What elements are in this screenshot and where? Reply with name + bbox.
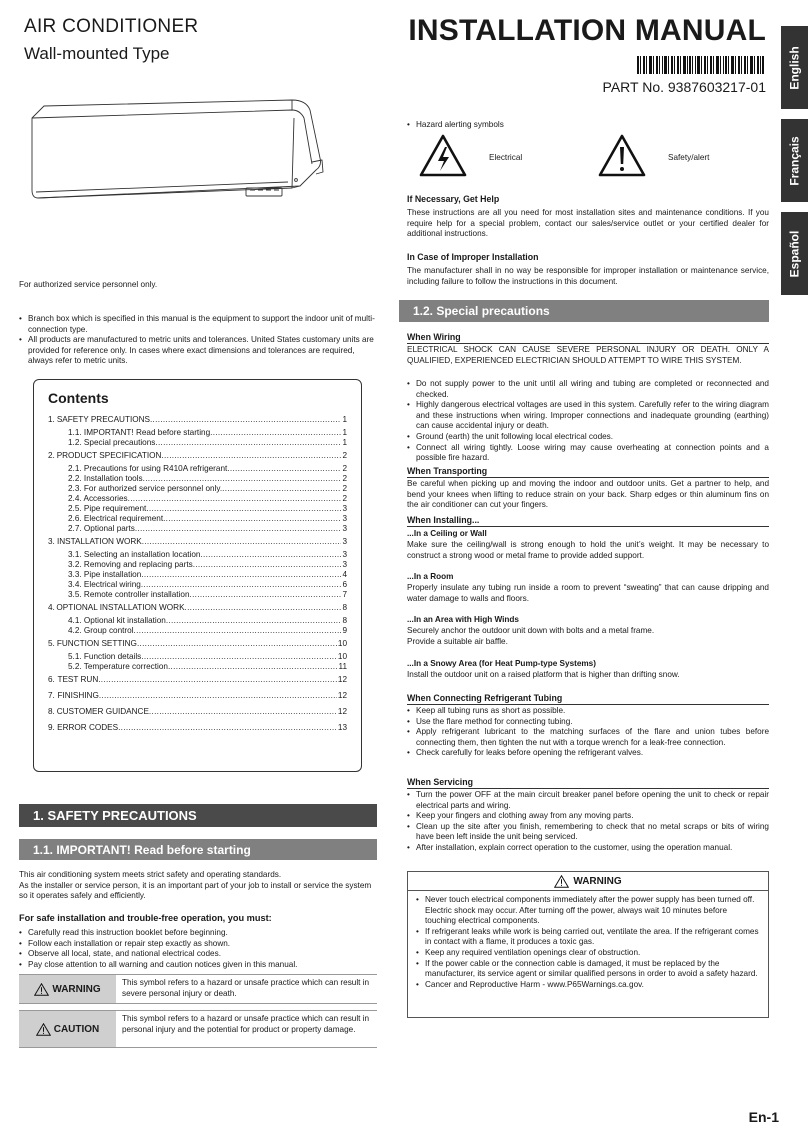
intro-paragraph: This air conditioning system meets strict safety and operating standards. As the installer or service person, it is an important part of your job to install or service the system so it operates safely and efficiently. xyxy=(19,870,372,901)
page-number: En-1 xyxy=(748,1109,779,1125)
list-item: • Carefully read this instruction booklet before beginning. xyxy=(19,928,377,939)
transporting-text: Be careful when picking up and moving the indoor and outdoor units. Get a partner to help, and bend your knees when lifting to reduce strain on your back. Sharp edges or thin aluminum fins on the air conditioner can cut your fingers. xyxy=(407,479,769,510)
winds-heading: ...In an Area with High Winds xyxy=(407,615,519,624)
lang-tab-english[interactable]: English xyxy=(781,26,808,109)
list-item: • Observe all local, state, and national electrical codes. xyxy=(19,949,377,960)
list-item: • Branch box which is specified in this manual is the equipment to support the indoor unit of multi-connection type. xyxy=(19,314,377,335)
wiring-warning-text: ELECTRICAL SHOCK CAN CAUSE SEVERE PERSONAL INJURY OR DEATH. ONLY A QUALIFIED, EXPERIENCED ELECTRICIAN SHOULD ATTEMPT TO WIRE THIS SYSTEM. xyxy=(407,345,769,365)
tubing-heading: When Connecting Refrigerant Tubing xyxy=(407,693,769,705)
caution-label: CAUTION xyxy=(53,1023,100,1035)
room-text: Properly insulate any tubing run inside a room to prevent “sweating” that can cause dripping and water damage to walls and floors. xyxy=(407,583,769,603)
toc-entry[interactable]: 2.6. Electrical requirement ..... 3 xyxy=(48,514,347,524)
safety-alert-icon xyxy=(597,133,647,178)
toc-entry[interactable]: 7. FINISHING ..... 12 xyxy=(48,691,347,701)
toc-entry[interactable]: 4. OPTIONAL INSTALLATION WORK ..... 8 xyxy=(48,603,347,613)
list-item: • Turn the power OFF at the main circuit breaker panel before opening the unit to check or repair electrical parts and wiring. xyxy=(407,790,769,811)
caution-triangle-icon xyxy=(36,1023,51,1036)
warning-triangle-icon xyxy=(554,875,569,888)
list-item: • Use the flare method for connecting tubing. xyxy=(407,717,769,728)
toc-entry[interactable]: 2.5. Pipe requirement ..... 3 xyxy=(48,504,347,514)
ceiling-heading: ...In a Ceiling or Wall xyxy=(407,529,487,538)
table-of-contents xyxy=(33,379,362,772)
warning-box xyxy=(407,871,769,1018)
contents-title: Contents xyxy=(48,390,109,406)
list-item: • Never touch electrical components immediately after the power supply has been turned off. Electric shock may occur. After turning off the power, always wait 10 minutes before touching electrical components. xyxy=(416,895,760,927)
subsection-heading: 1.1. IMPORTANT! Read before starting xyxy=(19,839,377,860)
list-item: • Cancer and Reproductive Harm - www.P65Warnings.ca.gov. xyxy=(416,980,760,991)
list-item: • Follow each installation or repair step exactly as shown. xyxy=(19,939,377,950)
electrical-label: Electrical xyxy=(489,153,523,162)
toc-entry[interactable]: 1.1. IMPORTANT! Read before starting ..... 1 xyxy=(48,428,347,438)
toc-entry[interactable]: 4.2. Group control ..... 9 xyxy=(48,626,347,636)
lang-tab-espanol[interactable]: Español xyxy=(781,212,808,295)
toc-entry[interactable]: 2.1. Precautions for using R410A refrigerant ..... 2 xyxy=(48,464,347,474)
safety-alert-label: Safety/alert xyxy=(668,153,710,162)
toc-entry[interactable]: 3.2. Removing and replacing parts ..... 3 xyxy=(48,560,347,570)
servicing-heading: When Servicing xyxy=(407,777,769,789)
toc-entry[interactable]: 6. TEST RUN ..... 12 xyxy=(48,675,347,685)
list-item: • Check carefully for leaks before opening the refrigerant valves. xyxy=(407,748,769,759)
toc-entry[interactable]: 2.4. Accessories ..... 2 xyxy=(48,494,347,504)
toc-entry[interactable]: 2.7. Optional parts ..... 3 xyxy=(48,524,347,534)
toc-entry[interactable]: 1. SAFETY PRECAUTIONS ..... 1 xyxy=(48,415,347,425)
toc-entry[interactable]: 9. ERROR CODES ..... 13 xyxy=(48,723,347,733)
list-item: • Connect all wiring tightly. Loose wiring may cause overheating at connection points and a possible fire hazard. xyxy=(407,443,769,464)
product-type: Wall-mounted Type xyxy=(24,44,170,63)
authorized-note: For authorized service personnel only. xyxy=(19,280,158,289)
toc-entry[interactable]: 4.1. Optional kit installation ..... 8 xyxy=(48,616,347,626)
part-number: PART No. 9387603217-01 xyxy=(602,79,766,95)
toc-entry[interactable]: 2.3. For authorized service personnel only. ..... 2 xyxy=(48,484,347,494)
list-item: • If refrigerant leaks while work is being carried out, ventilate the area. If the refrigerant comes in contact with a flame, it produces a toxic gas. xyxy=(416,927,760,948)
toc-entry[interactable]: 1.2. Special precautions ..... 1 xyxy=(48,438,347,448)
list-item: • Highly dangerous electrical voltages are used in this system. Carefully refer to the wiring diagram and these instructions when wiring. Improper connections and inadequate grounding (earthing) can cause accidental injury or death. xyxy=(407,400,769,432)
help-text: These instructions are all you need for most installation sites and maintenance conditions. If you require help for a special problem, contact our sales/service outlet or your certified dealer for additional instructions. xyxy=(407,208,769,239)
toc-entry[interactable]: 3.4. Electrical wiring ..... 6 xyxy=(48,580,347,590)
warning-description: This symbol refers to a hazard or unsafe practice which can result in severe personal injury or death. xyxy=(122,978,370,998)
toc-entry[interactable]: 8. CUSTOMER GUIDANCE ..... 12 xyxy=(48,707,347,717)
list-item: • Pay close attention to all warning and caution notices given in this manual. xyxy=(19,960,377,971)
air-conditioner-unit-illustration xyxy=(24,96,334,221)
caution-description: This symbol refers to a hazard or unsafe practice which can result in personal injury and the potential for product or property damage. xyxy=(122,1014,370,1034)
servicing-list xyxy=(407,790,769,854)
intro-notes-list xyxy=(19,314,377,367)
barcode-icon xyxy=(637,56,764,74)
subsection-heading: 1.2. Special precautions xyxy=(399,300,769,322)
snow-text: Install the outdoor unit on a raised platform that is higher than drifting snow. xyxy=(407,670,680,679)
toc-entry[interactable]: 3.3. Pipe installation ..... 4 xyxy=(48,570,347,580)
toc-entry[interactable]: 3.5. Remote controller installation ..... 7 xyxy=(48,590,347,600)
safe-installation-heading: For safe installation and trouble-free operation, you must: xyxy=(19,913,272,923)
section-heading: 1. SAFETY PRECAUTIONS xyxy=(19,804,377,827)
improper-heading: In Case of Improper Installation xyxy=(407,252,539,262)
room-heading: ...In a Room xyxy=(407,572,454,581)
transporting-heading: When Transporting xyxy=(407,466,769,478)
toc-entry[interactable]: 3. INSTALLATION WORK ..... 3 xyxy=(48,537,347,547)
toc-entry[interactable]: 2.2. Installation tools ..... 2 xyxy=(48,474,347,484)
toc-entry[interactable]: 3.1. Selecting an installation location ..... 3 xyxy=(48,550,347,560)
product-name: AIR CONDITIONER xyxy=(24,16,199,37)
winds-text: Securely anchor the outdoor unit down with bolts and a metal frame. Provide a suitable air baffle. xyxy=(407,626,655,646)
snow-heading: ...In a Snowy Area (for Heat Pump-type Systems) xyxy=(407,659,596,668)
wiring-heading: When Wiring xyxy=(407,332,769,344)
warning-triangle-icon xyxy=(34,983,49,996)
ceiling-text: Make sure the ceiling/wall is strong enough to hold the unit’s weight. It may be necessary to construct a strong wood or metal frame to provide added support. xyxy=(407,540,769,560)
hazard-symbols-heading: • Hazard alerting symbols xyxy=(407,120,504,131)
improper-text: The manufacturer shall in no way be responsible for improper installation or maintenance service, including failure to follow the instructions in this document. xyxy=(407,266,769,286)
toc-entry[interactable]: 5.1. Function details ..... 10 xyxy=(48,652,347,662)
installing-heading: When Installing... xyxy=(407,515,769,527)
list-item: • If the power cable or the connection cable is damaged, it must be replaced by the manufacturer, its service agent or similar qualified persons in order to avoid a safety hazard. xyxy=(416,959,760,980)
electrical-hazard-icon xyxy=(418,133,468,178)
wiring-list xyxy=(407,379,769,464)
list-item: • After installation, explain correct operation to the customer, using the operation manual. xyxy=(407,843,769,854)
manual-title: INSTALLATION MANUAL xyxy=(408,14,766,47)
list-item: • All products are manufactured to metric units and tolerances. United States customary units are provided for reference only. In cases where exact dimensions and tolerances are required, always refer to metric units. xyxy=(19,335,377,367)
warning-box-title: WARNING xyxy=(573,875,622,887)
warning-box-list xyxy=(408,891,768,990)
list-item: • Keep any required ventilation openings clear of obstruction. xyxy=(416,948,760,959)
list-item: • Do not supply power to the unit until all wiring and tubing are completed or reconnected and checked. xyxy=(407,379,769,400)
list-item: • Keep your fingers and clothing away from any moving parts. xyxy=(407,811,769,822)
warning-legend-row xyxy=(19,974,377,1004)
toc-entry[interactable]: 2. PRODUCT SPECIFICATION ..... 2 xyxy=(48,451,347,461)
list-item: • Keep all tubing runs as short as possible. xyxy=(407,706,769,717)
list-item: • Clean up the site after you finish, remembering to check that no metal scraps or bits of wiring have been left inside the unit being serviced. xyxy=(407,822,769,843)
toc-entry[interactable]: 5.2. Temperature correction ..... 11 xyxy=(48,662,347,672)
warning-label: WARNING xyxy=(52,983,101,995)
list-item: • Ground (earth) the unit following local electrical codes. xyxy=(407,432,769,443)
safe-installation-list xyxy=(19,928,377,970)
list-item: • Apply refrigerant lubricant to the matching surfaces of the flare and union tubes before connecting them, then tighten the nut with a torque wrench for a leak-free connection. xyxy=(407,727,769,748)
toc-entry[interactable]: 5. FUNCTION SETTING ..... 10 xyxy=(48,639,347,649)
lang-tab-francais[interactable]: Français xyxy=(781,119,808,202)
tubing-list xyxy=(407,706,769,759)
help-heading: If Necessary, Get Help xyxy=(407,194,500,204)
caution-legend-row xyxy=(19,1010,377,1048)
